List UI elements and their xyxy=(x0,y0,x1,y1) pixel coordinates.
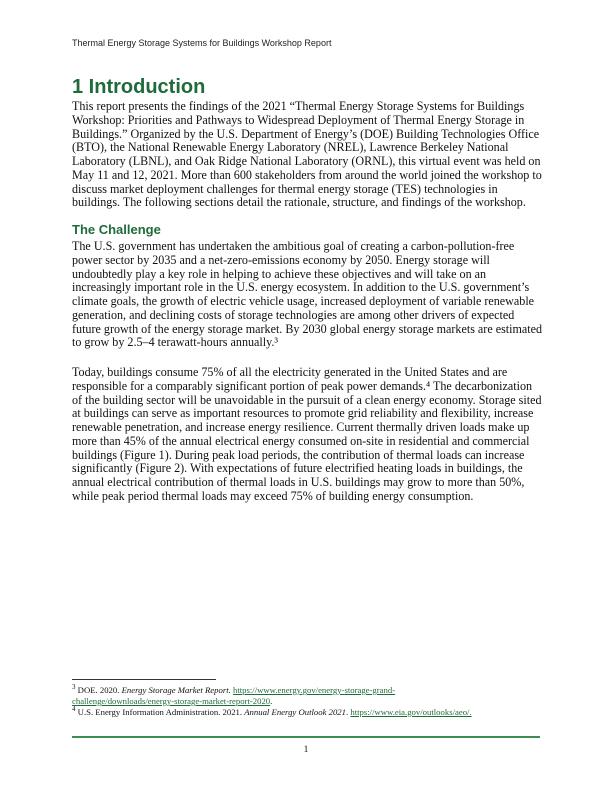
section-heading: 1 Introduction xyxy=(72,76,206,98)
text-line: undoubtedly play a key role in helping to achieve these objectives and will take on an xyxy=(72,266,487,281)
footnote-3 xyxy=(72,685,472,696)
footnote-link[interactable]: https://www.energy.gov/energy-storage-grand- xyxy=(232,685,396,695)
footnote-4: $^4$ U.S. Energy Information Administration. 2021. Annual Energy Outlook 2021. https://www.eia.gov/outlooks/aeo/. xyxy=(72,705,472,717)
challenge-paragraph xyxy=(72,240,542,350)
text-line: (BTO), the National Renewable Energy Laboratory (NREL), Lawrence Berkeley National xyxy=(72,140,509,155)
text-line: of the building sector will be unavoidable in the pursuit of a clean energy economy. Storage sited xyxy=(72,392,542,407)
text-line: Today, buildings consume 75% of all the electricity generated in the United States and are xyxy=(72,365,508,379)
footnotes xyxy=(72,685,472,718)
text-line: to grow by 2.5–4 terawatt-hours annually.³ xyxy=(72,335,279,350)
footnote-title: Annual Energy Outlook 2021 xyxy=(244,707,346,717)
text-line: power sector by 2035 and a net-zero-emissions economy by 2050. Energy storage will xyxy=(72,252,490,267)
text-line: significantly (Figure 2). With expectations of future electrified heating loads in buildings, the xyxy=(72,461,523,476)
text-line: Buildings.” Organized by the U.S. Department of Energy’s (DOE) Building Technologies Office xyxy=(72,126,540,141)
page-number: 1 xyxy=(303,745,309,755)
buildings-paragraph xyxy=(72,366,542,504)
text-line: This report presents the findings of the 2021 “Thermal Energy Storage Systems for Buildings xyxy=(72,99,525,113)
footnote-number: 3 xyxy=(72,683,76,692)
text-line: Laboratory (LBNL), and Oak Ridge National Laboratory (ORNL), this virtual event was held on xyxy=(72,154,541,168)
footer-rule xyxy=(72,736,540,738)
text-line: generation, and declining costs of storage technologies are among other drivers of expected xyxy=(72,307,515,322)
text-line: increasingly important role in the U.S. energy ecosystem. In addition to the U.S. government’s xyxy=(72,280,530,295)
footnote-separator xyxy=(72,679,216,680)
subsection-heading: The Challenge xyxy=(72,222,161,237)
text-line: responsible for a comparably significant portion of peak power demands.⁴ The decarbonization xyxy=(72,378,533,393)
text-line: future growth of the energy storage market. By 2030 global energy storage markets are estimated xyxy=(72,321,543,336)
footnote-link[interactable]: https://www.eia.gov/outlooks/aeo/. xyxy=(350,707,472,717)
footnote-title: Energy Storage Market Report. xyxy=(121,685,231,695)
text-line: while peak period thermal loads may exceed 75% of building energy consumption. xyxy=(72,488,474,503)
footnote-3-cont: challenge/downloads/energy-storage-market-report-2020. xyxy=(72,696,273,706)
text-line: at buildings can serve as important resources to promote grid reliability and flexibility, increase xyxy=(72,406,534,421)
text-line: climate goals, the growth of electric vehicle usage, increased deployment of variable renewable xyxy=(72,294,535,308)
running-header: Thermal Energy Storage Systems for Buildings Workshop Report xyxy=(72,38,332,48)
text-line: more than 45% of the annual electrical energy consumed on-site in residential and commercial xyxy=(72,433,530,448)
footnote-link[interactable]: challenge/downloads/energy-storage-market-report-2020 xyxy=(72,696,271,706)
intro-paragraph xyxy=(72,100,542,210)
text-line: buildings. The following sections detail the rationale, structure, and findings of the workshop. xyxy=(72,195,526,210)
text-line: annual electrical contribution of thermal loads in U.S. buildings may grow to more than 50%, xyxy=(72,475,525,489)
footnote-text: DOE. 2020. xyxy=(75,685,122,695)
text-line: The U.S. government has undertaken the ambitious goal of creating a carbon-pollution-free xyxy=(72,239,515,253)
text-line: May 11 and 12, 2021. More than 600 stakeholders from around the world joined the workshop to xyxy=(72,167,542,182)
text-line: Workshop: Priorities and Pathways to Widespread Deployment of Thermal Energy Storage in xyxy=(72,112,525,127)
footnote-text: U.S. Energy Information Administration. 2021. xyxy=(75,707,245,717)
text-line: discuss market deployment challenges for thermal energy storage (TES) technologies in xyxy=(72,181,498,196)
text-line: renewable penetration, and increase energy resilience. Current thermally driven loads make up xyxy=(72,420,530,434)
text-line: buildings (Figure 1). During peak load periods, the contribution of thermal loads can increase xyxy=(72,447,525,462)
footnote-number: 4 xyxy=(72,705,76,714)
